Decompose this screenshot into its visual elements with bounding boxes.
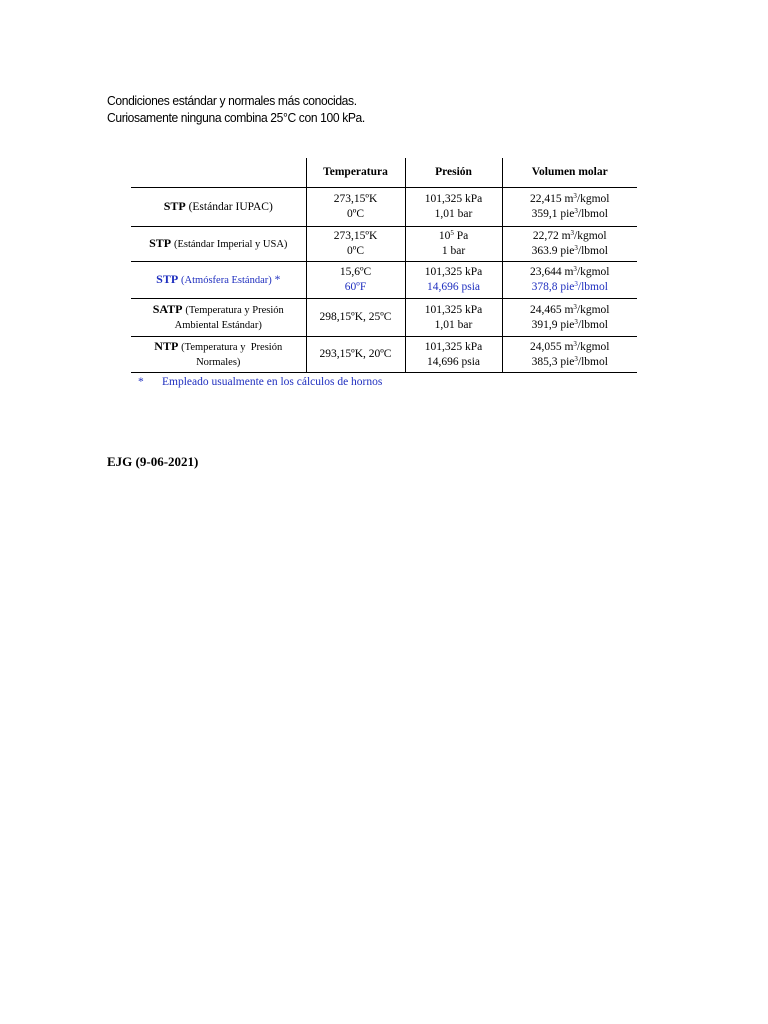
pressure-value: 1 bar — [441, 245, 466, 257]
molar-volume-value: 24,055 $m^3$/kgmol — [529, 339, 610, 353]
pressure-value: 1,01 bar — [434, 208, 473, 220]
molar-volume-value: 23,644 $m^3$/kgmol — [529, 265, 610, 278]
molar-volume-value: 359,1 pie$^3$/lbmol — [531, 207, 608, 220]
temperature-value: 0ºC — [347, 245, 364, 257]
pressure-value: 1,01 bar — [434, 318, 473, 331]
condition-desc: (Temperatura y Presión — [185, 305, 284, 316]
temperature-cell — [306, 262, 405, 299]
pressure-cell — [405, 227, 502, 262]
footnote-marker: * — [274, 274, 281, 286]
condition-desc: (Estándar IUPAC) — [188, 201, 273, 213]
intro-line-1: Condiciones estándar y normales más conocidas. — [107, 93, 357, 108]
molar-volume-value: 22,72 $m^3$/kgmol — [532, 229, 607, 242]
condition-abbr: NTP — [154, 339, 179, 353]
temperature-value: 273,15ºK — [333, 230, 378, 242]
footnote-text: Empleado usualmente en los cálculos de hornos — [162, 376, 383, 388]
condition-abbr: STP — [156, 272, 179, 286]
table-row — [131, 262, 637, 299]
molar-volume-value: 363.9 pie$^3$/lbmol — [531, 244, 608, 257]
header-pressure: Presión — [405, 158, 502, 188]
pressure-value: $10^5$ Pa — [438, 229, 469, 242]
intro-text — [107, 92, 365, 126]
author-date-signature: EJG (9-06-2021) — [107, 454, 199, 469]
condition-name-cell — [131, 188, 306, 227]
condition-name-cell — [131, 299, 306, 337]
pressure-value: 14,696 psia — [426, 355, 481, 368]
molar-volume-value: 391,9 pie$^3$/lbmol — [531, 317, 608, 331]
condition-abbr: SATP — [152, 302, 183, 316]
molar-volume-value: 378,8 pie$^3$/lbmol — [531, 280, 608, 293]
pressure-cell — [405, 262, 502, 299]
condition-desc-line-2: Normales) — [196, 357, 241, 368]
temperature-value: 0ºC — [347, 208, 364, 220]
molar-volume-cell — [502, 188, 637, 227]
table-row — [131, 188, 637, 227]
molar-volume-value: 385,3 pie$^3$/lbmol — [531, 354, 608, 368]
molar-volume-value: 22,415 $m^3$/kgmol — [529, 192, 610, 205]
condition-desc: (Estándar Imperial y USA) — [173, 239, 288, 250]
pressure-value: 101,325 kPa — [424, 303, 483, 316]
molar-volume-value: 24,465 $m^3$/kgmol — [529, 302, 610, 316]
table-row — [131, 299, 637, 337]
table-row — [131, 337, 637, 373]
temperature-value: 293,15ºK, 20ºC — [319, 348, 392, 360]
pressure-value: 101,325 kPa — [424, 340, 483, 353]
molar-volume-cell — [502, 337, 637, 373]
table-header-row — [131, 158, 637, 188]
temperature-value: 15,6ºC — [339, 266, 372, 278]
pressure-cell — [405, 299, 502, 337]
condition-name-cell — [131, 227, 306, 262]
condition-name-cell — [131, 337, 306, 373]
temperature-cell — [306, 337, 405, 373]
pressure-value: 101,325 kPa — [424, 193, 483, 205]
temperature-cell — [306, 188, 405, 227]
header-empty-cell — [131, 158, 306, 188]
temperature-cell — [306, 299, 405, 337]
condition-desc: (Temperatura y Presión — [181, 342, 283, 353]
molar-volume-cell — [502, 227, 637, 262]
temperature-cell — [306, 227, 405, 262]
condition-name-cell — [131, 262, 306, 299]
table-footnote — [138, 376, 382, 388]
molar-volume-cell — [502, 262, 637, 299]
condition-abbr: STP — [149, 236, 172, 250]
pressure-value: 14,696 psia — [426, 281, 481, 293]
condition-desc: (Atmósfera Estándar) — [181, 275, 272, 286]
temperature-value: 60ºF — [344, 281, 367, 293]
intro-line-2: Curiosamente ninguna combina 25°C con 100 kPa. — [107, 110, 365, 125]
header-molar-volume: Volumen molar — [502, 158, 637, 188]
temperature-value: 273,15ºK — [333, 193, 378, 205]
footnote-marker: * — [138, 376, 144, 388]
pressure-cell — [405, 188, 502, 227]
condition-abbr: STP — [163, 199, 186, 213]
temperature-value: 298,15ºK, 25ºC — [319, 311, 392, 323]
condition-desc-line-2: Ambiental Estándar) — [174, 320, 262, 331]
pressure-value: 101,325 kPa — [424, 266, 483, 278]
header-temperature: Temperatura — [306, 158, 405, 188]
table-row — [131, 227, 637, 262]
pressure-cell — [405, 337, 502, 373]
conditions-table — [131, 158, 637, 373]
molar-volume-cell — [502, 299, 637, 337]
